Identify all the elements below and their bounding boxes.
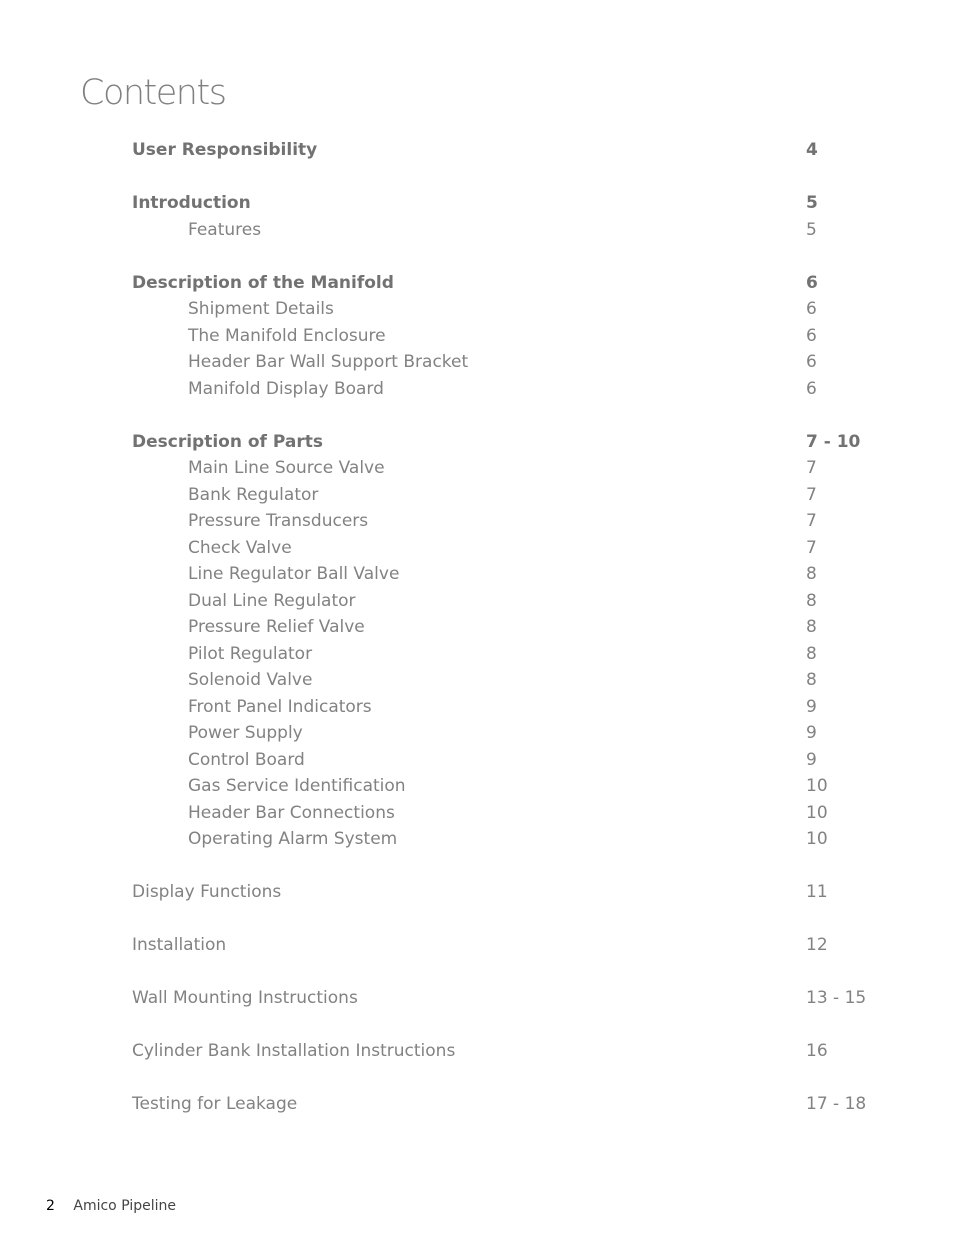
toc-subentry[interactable]: [132, 614, 892, 641]
page-footer: [46, 1196, 176, 1216]
toc-entry-label: Power Supply: [188, 723, 303, 743]
toc-entry-label: Introduction: [132, 193, 251, 213]
toc-entry-page: 11: [806, 882, 828, 902]
toc-entry-page: 9: [806, 696, 817, 717]
toc-entry-label: Shipment Details: [188, 299, 334, 319]
toc-entry-page: 8: [806, 643, 817, 664]
toc-entry-page: 8: [806, 590, 817, 611]
toc-entry[interactable]: [132, 932, 892, 959]
toc-entry-label: Description of Parts: [132, 431, 323, 452]
toc-entry-page: 7 - 10: [806, 431, 861, 452]
toc-entry-page: 10: [806, 802, 828, 823]
toc-entry-page: 6: [806, 352, 817, 372]
toc-entry-page: 6: [806, 378, 817, 399]
toc-entry-page: 10: [806, 776, 828, 796]
toc-entry-page: 6: [806, 272, 818, 293]
toc-entry-label: Features: [188, 219, 262, 240]
toc-subentry[interactable]: [132, 376, 892, 403]
toc-entry-label: Header Bar Connections: [188, 802, 395, 823]
toc-entry-label: User Responsibility: [132, 140, 318, 160]
toc-entry-page: 4: [806, 140, 818, 160]
toc-entry-label: The Manifold Enclosure: [188, 325, 386, 346]
toc-entry-page: 6: [806, 325, 817, 346]
toc-entry-label: Testing for Leakage: [132, 1094, 298, 1114]
toc-subentry[interactable]: [132, 296, 892, 323]
toc-entry-label: Control Board: [188, 749, 305, 770]
toc-entry[interactable]: [132, 1038, 892, 1065]
toc-subentry[interactable]: [132, 561, 892, 588]
toc-entry-page: 6: [806, 299, 817, 319]
toc-subentry[interactable]: [132, 667, 892, 694]
toc-entry-page: 10: [806, 829, 828, 849]
toc-entry-label: Dual Line Regulator: [188, 590, 356, 611]
toc-entry-label: Pressure Transducers: [188, 511, 369, 531]
toc-entry-label: Line Regulator Ball Valve: [188, 564, 400, 584]
toc-entry-label: Description of the Manifold: [132, 272, 394, 293]
toc-entry-page: 12: [806, 935, 828, 955]
toc-subentry[interactable]: [132, 217, 892, 244]
toc-subentry[interactable]: [132, 641, 892, 668]
toc-subentry[interactable]: [132, 720, 892, 747]
toc-entry[interactable]: [132, 190, 892, 217]
toc-subentry[interactable]: [132, 349, 892, 376]
toc-entry-label: Cylinder Bank Installation Instructions: [132, 1041, 456, 1061]
toc-entry[interactable]: [132, 137, 892, 164]
toc-entry-page: 9: [806, 723, 817, 743]
toc-entry-label: Manifold Display Board: [188, 378, 384, 399]
toc-entry-page: 8: [806, 564, 817, 584]
toc-subentry[interactable]: [132, 747, 892, 774]
toc-subentry[interactable]: [132, 826, 892, 853]
toc-entry-label: Header Bar Wall Support Bracket: [188, 352, 469, 372]
toc-entry-label: Installation: [132, 935, 227, 955]
toc-entry-page: 16: [806, 1041, 828, 1061]
toc-subentry[interactable]: [132, 800, 892, 827]
toc-entry[interactable]: [132, 429, 892, 456]
footer-brand: Amico Pipeline: [73, 1198, 176, 1214]
toc-entry[interactable]: [132, 879, 892, 906]
toc-entry-page: 7: [806, 484, 817, 505]
toc-entry-page: 5: [806, 219, 817, 240]
toc-entry-label: Front Panel Indicators: [188, 696, 372, 717]
toc-entry[interactable]: [132, 985, 892, 1012]
toc-entry-label: Pressure Relief Valve: [188, 617, 365, 637]
toc-subentry[interactable]: [132, 508, 892, 535]
toc-entry-label: Main Line Source Valve: [188, 458, 385, 478]
toc-entry-label: Check Valve: [188, 537, 292, 558]
toc-entry-page: 7: [806, 511, 817, 531]
toc-entry-page: 8: [806, 617, 817, 637]
toc-entry-page: 7: [806, 537, 817, 558]
toc-entry-page: 9: [806, 749, 817, 770]
toc-entry-label: Operating Alarm System: [188, 829, 398, 849]
toc-subentry[interactable]: [132, 694, 892, 721]
toc-entry-page: 17 - 18: [806, 1094, 867, 1114]
toc-subentry[interactable]: [132, 455, 892, 482]
toc-entry-label: Pilot Regulator: [188, 643, 313, 664]
toc-entry-label: Bank Regulator: [188, 484, 319, 505]
toc-entry-page: 5: [806, 193, 818, 213]
table-of-contents: [132, 137, 892, 1118]
toc-entry[interactable]: [132, 270, 892, 297]
toc-entry-page: 8: [806, 670, 817, 690]
toc-subentry[interactable]: [132, 773, 892, 800]
toc-entry-page: 13 - 15: [806, 988, 867, 1008]
toc-entry[interactable]: [132, 1091, 892, 1118]
toc-subentry[interactable]: [132, 323, 892, 350]
toc-entry-label: Wall Mounting Instructions: [132, 988, 358, 1008]
toc-subentry[interactable]: [132, 482, 892, 509]
toc-entry-label: Display Functions: [132, 882, 282, 902]
toc-entry-page: 7: [806, 458, 817, 478]
toc-entry-label: Gas Service Identification: [188, 776, 406, 796]
toc-subentry[interactable]: [132, 588, 892, 615]
toc-entry-label: Solenoid Valve: [188, 670, 313, 690]
page-title: Contents: [80, 73, 226, 113]
toc-subentry[interactable]: [132, 535, 892, 562]
footer-page-number: 2: [46, 1198, 55, 1214]
